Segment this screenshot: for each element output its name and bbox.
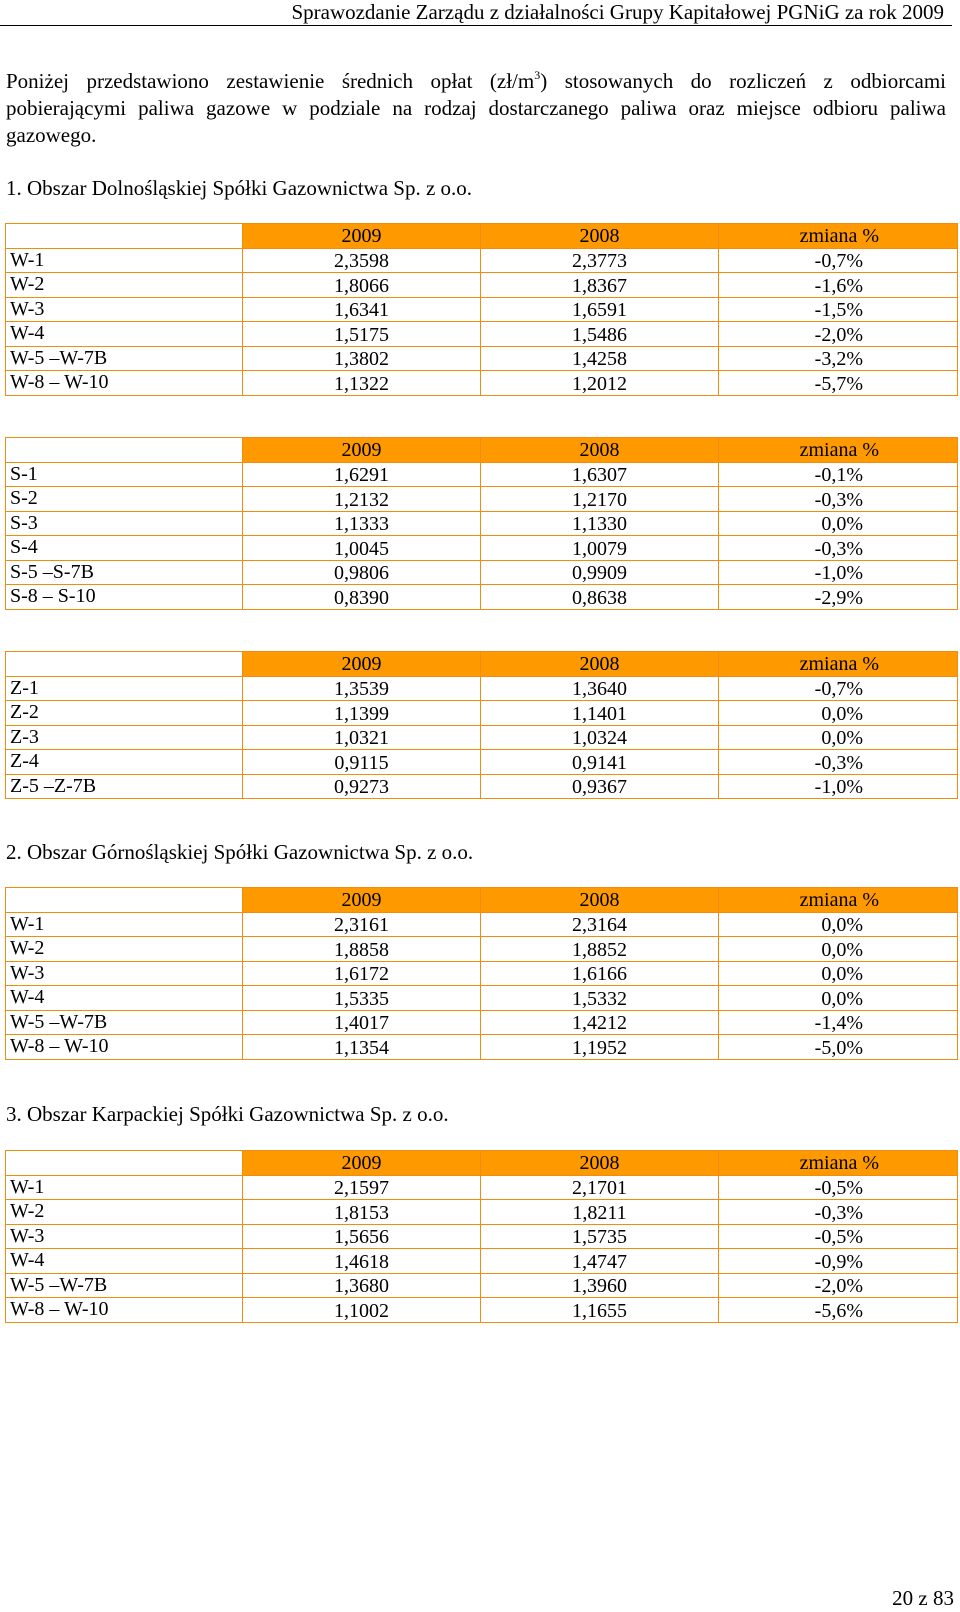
table-row <box>6 585 958 610</box>
value-2009: 1,1399 <box>243 701 481 726</box>
change-percent: -1,5% <box>719 297 958 322</box>
tariff-group: W-8 – W-10 <box>6 371 243 396</box>
change-percent: 0,0% <box>719 937 958 962</box>
value-2008: 1,0324 <box>481 725 719 750</box>
value-2008: 1,4258 <box>481 346 719 371</box>
page-number: 20 z 83 <box>892 1586 954 1610</box>
value-2009: 1,0045 <box>243 536 481 561</box>
header-2009: 2009 <box>243 224 481 249</box>
change-percent: 0,0% <box>719 701 958 726</box>
tariff-group: W-5 –W-7B <box>6 1273 243 1298</box>
table-row <box>6 1200 958 1225</box>
header-2008: 2008 <box>481 1151 719 1176</box>
page-header: Sprawozdanie Zarządu z działalności Grupy Kapitałowej PGNiG za rok 2009 <box>0 0 952 26</box>
header-2009: 2009 <box>243 888 481 913</box>
tariff-group: S-8 – S-10 <box>6 585 243 610</box>
change-percent: -1,6% <box>719 273 958 298</box>
value-2008: 1,5332 <box>481 986 719 1011</box>
value-2008: 1,0079 <box>481 536 719 561</box>
value-2009: 2,3598 <box>243 248 481 273</box>
tariff-group: W-4 <box>6 322 243 347</box>
value-2008: 1,1655 <box>481 1298 719 1323</box>
table-row <box>6 1035 958 1060</box>
table-gornoslaska-w <box>5 887 958 1060</box>
table-dolnoslaska-s <box>5 437 958 610</box>
tariff-group: S-5 –S-7B <box>6 560 243 585</box>
header-2008: 2008 <box>481 888 719 913</box>
intro-text-start: Poniżej przedstawiono zestawienie średnich opłat (zł/m <box>6 69 535 93</box>
table-row <box>6 487 958 512</box>
header-empty-cell <box>6 1151 243 1176</box>
value-2009: 1,6341 <box>243 297 481 322</box>
table-row <box>6 937 958 962</box>
value-2008: 1,6166 <box>481 961 719 986</box>
table-row <box>6 701 958 726</box>
value-2008: 2,3773 <box>481 248 719 273</box>
value-2009: 1,5656 <box>243 1224 481 1249</box>
tariff-group: W-8 – W-10 <box>6 1298 243 1323</box>
change-percent: 0,0% <box>719 912 958 937</box>
change-percent: -5,7% <box>719 371 958 396</box>
section-title-gornoslaska: 2. Obszar Górnośląskiej Spółki Gazownictwa Sp. z o.o. <box>6 840 474 864</box>
change-percent: -2,0% <box>719 322 958 347</box>
header-2009: 2009 <box>243 652 481 677</box>
change-percent: -0,7% <box>719 248 958 273</box>
table-header-row <box>6 438 958 463</box>
table-row <box>6 676 958 701</box>
table-row <box>6 536 958 561</box>
value-2008: 1,8852 <box>481 937 719 962</box>
tariff-group: W-4 <box>6 1249 243 1274</box>
value-2009: 1,1322 <box>243 371 481 396</box>
change-percent: -0,7% <box>719 676 958 701</box>
change-percent: 0,0% <box>719 725 958 750</box>
value-2009: 1,5335 <box>243 986 481 1011</box>
tariff-group: W-4 <box>6 986 243 1011</box>
change-percent: -0,3% <box>719 750 958 775</box>
value-2008: 0,9909 <box>481 560 719 585</box>
header-2008: 2008 <box>481 224 719 249</box>
table-row <box>6 511 958 536</box>
header-empty-cell <box>6 224 243 249</box>
value-2009: 1,3680 <box>243 1273 481 1298</box>
table-dolnoslaska-w <box>5 223 958 396</box>
tariff-group: W-3 <box>6 297 243 322</box>
table-row <box>6 273 958 298</box>
header-empty-cell <box>6 438 243 463</box>
tariff-group: W-2 <box>6 273 243 298</box>
value-2008: 0,9367 <box>481 774 719 799</box>
header-change: zmiana % <box>719 438 958 463</box>
header-2008: 2008 <box>481 438 719 463</box>
tariff-group: Z-4 <box>6 750 243 775</box>
header-2008: 2008 <box>481 652 719 677</box>
change-percent: -0,3% <box>719 536 958 561</box>
header-2009: 2009 <box>243 438 481 463</box>
value-2009: 1,5175 <box>243 322 481 347</box>
header-change: zmiana % <box>719 1151 958 1176</box>
table-row <box>6 248 958 273</box>
value-2008: 1,3640 <box>481 676 719 701</box>
table-row <box>6 1175 958 1200</box>
value-2009: 1,1333 <box>243 511 481 536</box>
value-2009: 1,8153 <box>243 1200 481 1225</box>
value-2008: 2,3164 <box>481 912 719 937</box>
change-percent: -2,9% <box>719 585 958 610</box>
change-percent: 0,0% <box>719 986 958 1011</box>
value-2009: 2,1597 <box>243 1175 481 1200</box>
tariff-group: W-2 <box>6 1200 243 1225</box>
value-2009: 1,8066 <box>243 273 481 298</box>
change-percent: -1,4% <box>719 1010 958 1035</box>
change-percent: -2,0% <box>719 1273 958 1298</box>
change-percent: -1,0% <box>719 774 958 799</box>
table-header-row <box>6 224 958 249</box>
tariff-group: W-8 – W-10 <box>6 1035 243 1060</box>
table-row <box>6 560 958 585</box>
header-change: zmiana % <box>719 888 958 913</box>
value-2008: 1,4212 <box>481 1010 719 1035</box>
table-row <box>6 1273 958 1298</box>
table-row <box>6 1298 958 1323</box>
header-2009: 2009 <box>243 1151 481 1176</box>
value-2009: 0,9115 <box>243 750 481 775</box>
change-percent: -0,3% <box>719 487 958 512</box>
change-percent: 0,0% <box>719 511 958 536</box>
tariff-group: Z-5 –Z-7B <box>6 774 243 799</box>
value-2008: 1,8367 <box>481 273 719 298</box>
value-2009: 0,9806 <box>243 560 481 585</box>
value-2009: 1,1354 <box>243 1035 481 1060</box>
tariff-group: W-1 <box>6 912 243 937</box>
tariff-group: S-1 <box>6 462 243 487</box>
change-percent: -0,5% <box>719 1224 958 1249</box>
value-2009: 1,2132 <box>243 487 481 512</box>
table-karpacka-w <box>5 1150 958 1323</box>
tariff-group: W-3 <box>6 961 243 986</box>
table-header-row <box>6 888 958 913</box>
value-2009: 1,4618 <box>243 1249 481 1274</box>
tariff-group: S-4 <box>6 536 243 561</box>
value-2009: 0,8390 <box>243 585 481 610</box>
table-row <box>6 1010 958 1035</box>
change-percent: -0,3% <box>719 1200 958 1225</box>
table-row <box>6 912 958 937</box>
value-2008: 1,5486 <box>481 322 719 347</box>
tariff-group: W-1 <box>6 248 243 273</box>
tariff-group: W-3 <box>6 1224 243 1249</box>
table-row <box>6 1224 958 1249</box>
tariff-group: W-5 –W-7B <box>6 346 243 371</box>
value-2009: 1,4017 <box>243 1010 481 1035</box>
change-percent: -0,9% <box>719 1249 958 1274</box>
tariff-group: Z-2 <box>6 701 243 726</box>
table-header-row <box>6 1151 958 1176</box>
change-percent: -1,0% <box>719 560 958 585</box>
table-row <box>6 750 958 775</box>
header-change: zmiana % <box>719 224 958 249</box>
value-2009: 1,0321 <box>243 725 481 750</box>
section-title-karpacka: 3. Obszar Karpackiej Spółki Gazownictwa Sp. z o.o. <box>6 1102 449 1126</box>
value-2009: 1,3802 <box>243 346 481 371</box>
value-2009: 2,3161 <box>243 912 481 937</box>
intro-superscript: 3 <box>534 68 541 82</box>
table-header-row <box>6 652 958 677</box>
tariff-group: W-2 <box>6 937 243 962</box>
header-empty-cell <box>6 652 243 677</box>
header-change: zmiana % <box>719 652 958 677</box>
table-row <box>6 986 958 1011</box>
change-percent: -5,0% <box>719 1035 958 1060</box>
table-row <box>6 774 958 799</box>
change-percent: -3,2% <box>719 346 958 371</box>
value-2008: 2,1701 <box>481 1175 719 1200</box>
value-2008: 1,8211 <box>481 1200 719 1225</box>
table-row <box>6 346 958 371</box>
value-2008: 1,6591 <box>481 297 719 322</box>
intro-paragraph <box>6 68 946 149</box>
value-2009: 1,6172 <box>243 961 481 986</box>
value-2009: 0,9273 <box>243 774 481 799</box>
value-2008: 1,5735 <box>481 1224 719 1249</box>
value-2009: 1,1002 <box>243 1298 481 1323</box>
intro-text-end: ) stosowanych do rozliczeń z odbiorcami pobierającymi paliwa gazowe w podziale na rodzaj dostarczanego paliwa oraz miejsce odbioru paliwa gazowego. <box>6 69 946 147</box>
value-2008: 1,1330 <box>481 511 719 536</box>
value-2008: 1,4747 <box>481 1249 719 1274</box>
table-row <box>6 371 958 396</box>
tariff-group: W-5 –W-7B <box>6 1010 243 1035</box>
tariff-group: S-3 <box>6 511 243 536</box>
value-2009: 1,8858 <box>243 937 481 962</box>
tariff-group: W-1 <box>6 1175 243 1200</box>
value-2008: 0,9141 <box>481 750 719 775</box>
value-2008: 1,6307 <box>481 462 719 487</box>
table-dolnoslaska-z <box>5 651 958 799</box>
value-2009: 1,3539 <box>243 676 481 701</box>
table-row <box>6 322 958 347</box>
section-title-dolnoslaska: 1. Obszar Dolnośląskiej Spółki Gazownictwa Sp. z o.o. <box>6 176 473 200</box>
tariff-group: Z-3 <box>6 725 243 750</box>
value-2008: 1,1952 <box>481 1035 719 1060</box>
table-row <box>6 1249 958 1274</box>
table-row <box>6 961 958 986</box>
value-2008: 1,1401 <box>481 701 719 726</box>
value-2008: 1,2170 <box>481 487 719 512</box>
value-2009: 1,6291 <box>243 462 481 487</box>
change-percent: -0,5% <box>719 1175 958 1200</box>
change-percent: 0,0% <box>719 961 958 986</box>
table-row <box>6 462 958 487</box>
header-empty-cell <box>6 888 243 913</box>
change-percent: -5,6% <box>719 1298 958 1323</box>
value-2008: 1,2012 <box>481 371 719 396</box>
table-row <box>6 725 958 750</box>
tariff-group: S-2 <box>6 487 243 512</box>
tariff-group: Z-1 <box>6 676 243 701</box>
value-2008: 1,3960 <box>481 1273 719 1298</box>
change-percent: -0,1% <box>719 462 958 487</box>
value-2008: 0,8638 <box>481 585 719 610</box>
table-row <box>6 297 958 322</box>
